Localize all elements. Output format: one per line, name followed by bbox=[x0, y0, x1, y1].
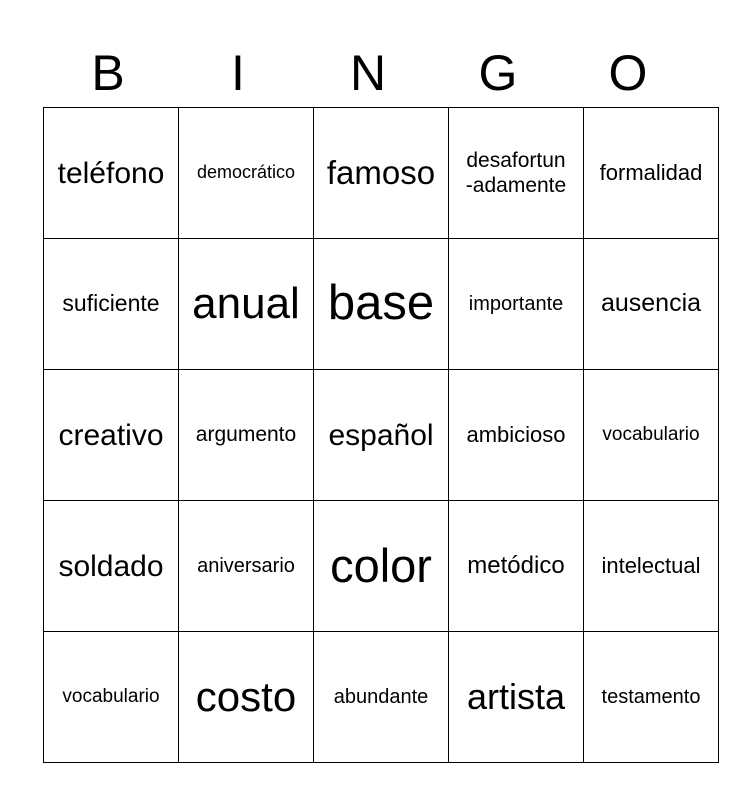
bingo-cell[interactable] bbox=[44, 632, 179, 763]
bingo-cell-word: soldado bbox=[58, 549, 164, 583]
bingo-cell-word: argumento bbox=[195, 423, 297, 447]
bingo-cell[interactable] bbox=[584, 370, 719, 501]
bingo-cell-word: abundante bbox=[333, 686, 429, 708]
bingo-card-grid bbox=[43, 107, 719, 763]
bingo-cell-word: artista bbox=[466, 676, 566, 718]
bingo-cell[interactable] bbox=[314, 239, 449, 370]
bingo-cell[interactable] bbox=[44, 370, 179, 501]
bingo-cell-word: democrático bbox=[196, 162, 296, 183]
bingo-cell[interactable] bbox=[584, 108, 719, 239]
bingo-cell-word: color bbox=[330, 539, 432, 593]
header-letter-o: O bbox=[608, 45, 648, 101]
bingo-cell-word: aniversario bbox=[197, 555, 295, 577]
bingo-cell[interactable] bbox=[584, 632, 719, 763]
bingo-cell-word: desafortun -adamente bbox=[465, 148, 567, 197]
bingo-cell[interactable] bbox=[449, 370, 584, 501]
bingo-cell-word: ambicioso bbox=[466, 421, 566, 447]
bingo-cell-word: suficiente bbox=[62, 290, 160, 317]
header-letter-i: I bbox=[231, 45, 245, 101]
bingo-cell[interactable] bbox=[314, 370, 449, 501]
bingo-cell[interactable] bbox=[314, 632, 449, 763]
bingo-cell-word: anual bbox=[192, 278, 300, 328]
bingo-cell[interactable] bbox=[179, 239, 314, 370]
header-letter-b: B bbox=[91, 45, 125, 101]
bingo-cell-word: vocabulario bbox=[62, 685, 160, 707]
bingo-cell[interactable] bbox=[584, 239, 719, 370]
bingo-cell-word: costo bbox=[195, 672, 297, 720]
bingo-cell-word: creativo bbox=[58, 418, 164, 452]
bingo-cell[interactable] bbox=[449, 108, 584, 239]
bingo-row bbox=[44, 108, 719, 239]
bingo-cell[interactable] bbox=[449, 501, 584, 632]
bingo-cell[interactable] bbox=[314, 108, 449, 239]
bingo-cell-word: ausencia bbox=[600, 289, 702, 318]
bingo-cell-word: importante bbox=[468, 293, 564, 315]
bingo-cell-word: vocabulario bbox=[602, 423, 700, 445]
bingo-cell[interactable] bbox=[44, 239, 179, 370]
bingo-cell[interactable] bbox=[584, 501, 719, 632]
bingo-cell-word: famoso bbox=[326, 153, 436, 191]
bingo-row bbox=[44, 370, 719, 501]
bingo-header bbox=[43, 40, 693, 106]
bingo-cell[interactable] bbox=[44, 108, 179, 239]
bingo-cell[interactable] bbox=[449, 239, 584, 370]
bingo-row bbox=[44, 239, 719, 370]
bingo-cell[interactable] bbox=[179, 370, 314, 501]
bingo-cell[interactable] bbox=[179, 108, 314, 239]
bingo-cell[interactable] bbox=[449, 632, 584, 763]
header-letter-n: N bbox=[349, 45, 387, 101]
bingo-cell[interactable] bbox=[179, 501, 314, 632]
bingo-row bbox=[44, 632, 719, 763]
bingo-cell[interactable] bbox=[179, 632, 314, 763]
bingo-cell-word: metódico bbox=[467, 551, 565, 579]
bingo-cell-word: español bbox=[328, 418, 434, 452]
bingo-cell-word: teléfono bbox=[57, 156, 165, 190]
bingo-cell[interactable] bbox=[44, 501, 179, 632]
bingo-row bbox=[44, 501, 719, 632]
bingo-cell[interactable] bbox=[314, 501, 449, 632]
bingo-cell-word: intelectual bbox=[601, 552, 701, 578]
bingo-cell-word: formalidad bbox=[599, 159, 703, 185]
header-letter-g: G bbox=[478, 45, 518, 101]
bingo-cell-word: testamento bbox=[601, 686, 701, 708]
bingo-cell-word: base bbox=[327, 276, 435, 331]
